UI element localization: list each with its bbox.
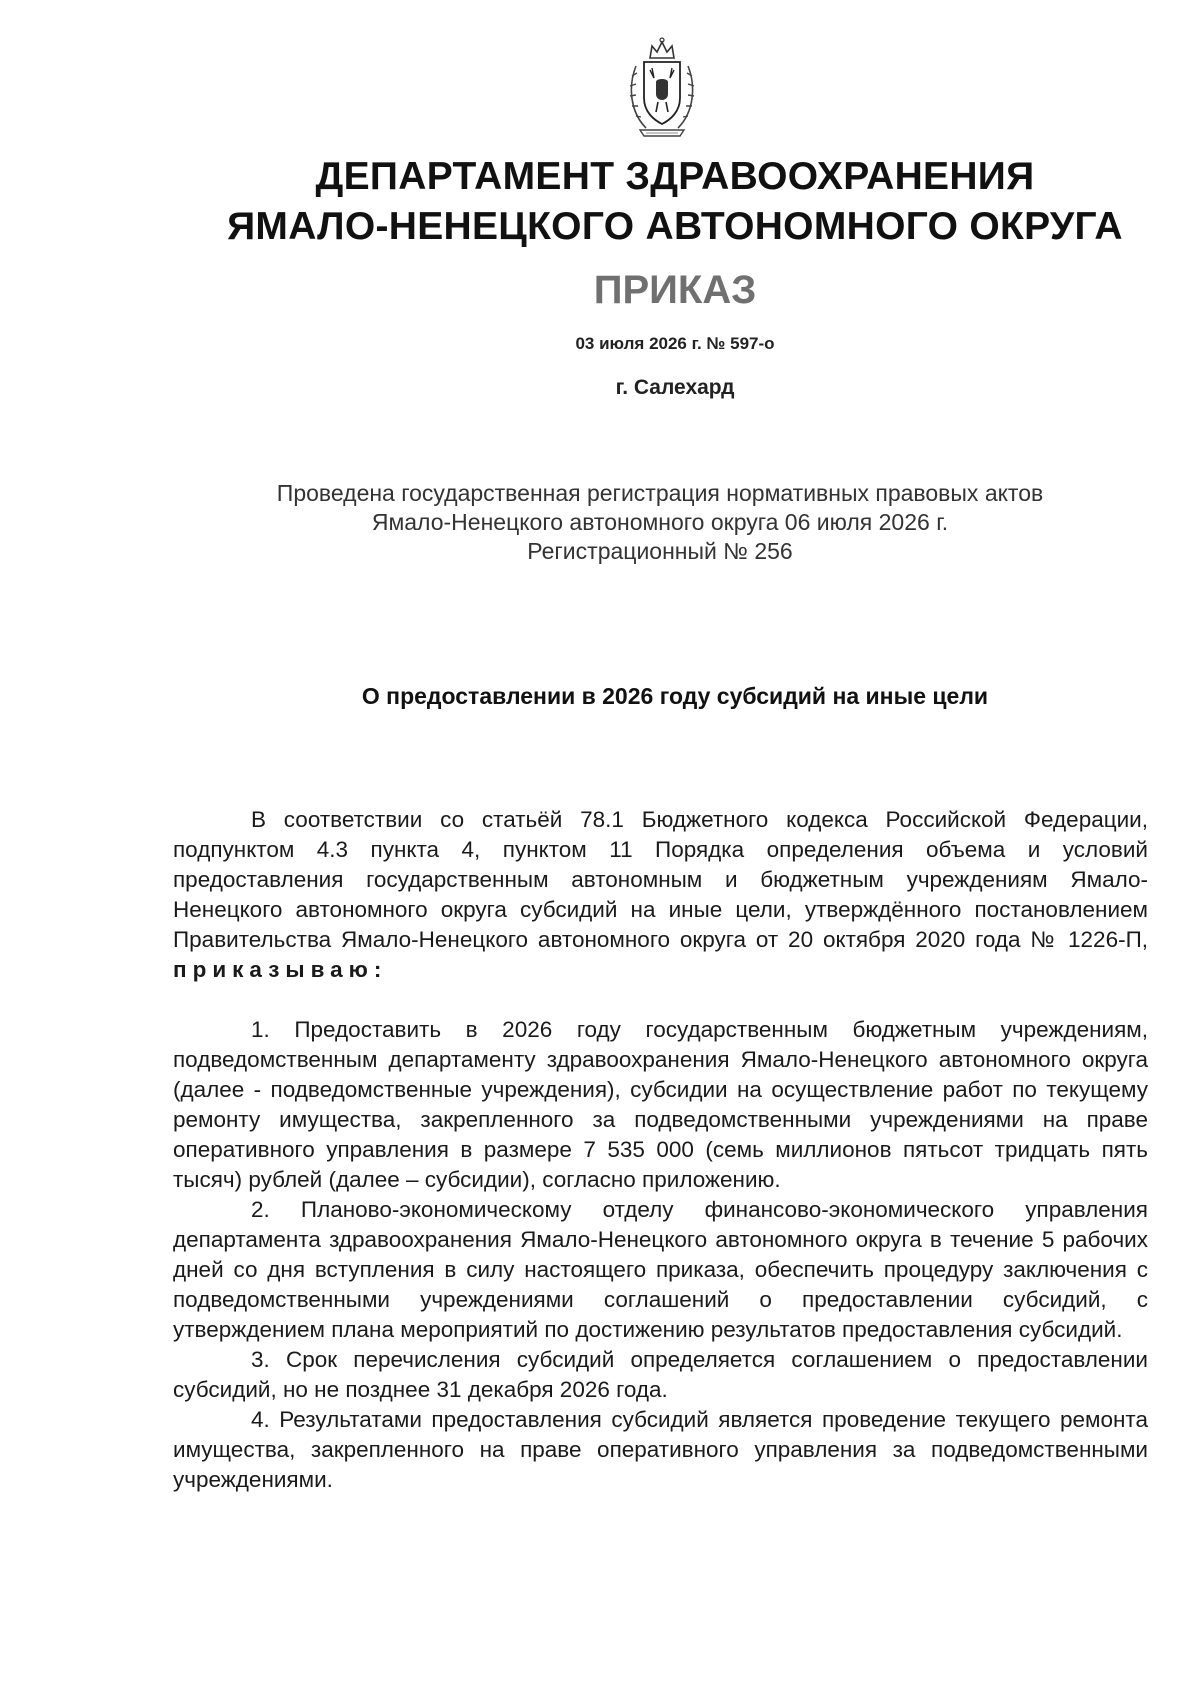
order-item-2: 2. Планово-экономическому отделу финансово-экономического управления департамента здравоохранения Ямало-Ненецкого автономного округа в течение 5 рабочих дней со дня вступления в силу настоящего приказа, обеспечить процедуру заключения с подведомственными учреждениями соглашений о предоставлении субсидий, с утверждением плана мероприятий по достижению результатов предоставления субсидий. xyxy=(173,1197,1148,1342)
order-city: г. Салехард xyxy=(615,376,735,399)
order-item-1: 1. Предоставить в 2026 году государственным бюджетным учреждениям, подведомственным департаменту здравоохранения Ямало-Ненецкого автономного округа (далее - подведомственные учреждения), субсидии на осуществление работ по текущему ремонту имущества, закрепленного за подведомственными учреждениями на праве оперативного управления в размере 7 535 000 (семь миллионов пятьсот тридцать пять тысяч) рублей (далее – субсидии), согласно приложению. xyxy=(173,1017,1148,1192)
registration-line2: Ямало-Ненецкого автономного округа 06 июля 2026 г. xyxy=(371,509,949,535)
order-body xyxy=(173,805,1148,1495)
department-title xyxy=(120,152,1200,252)
department-title-line2: ЯМАЛО-НЕНЕЦКОГО АВТОНОМНОГО ОКРУГА xyxy=(227,205,1123,248)
order-subject: О предоставлении в 2026 году субсидий на иные цели xyxy=(361,683,989,709)
registration-note xyxy=(120,479,1200,566)
preamble-text: В соответствии со статьёй 78.1 Бюджетного кодекса Российской Федерации, подпунктом 4.3 пункта 4, пунктом 11 Порядка определения объема и условий предоставления государственным автономным и бюджетным учреждениям Ямало-Ненецкого автономного округа субсидий на иные цели, утверждённого постановлением Правительства Ямало-Ненецкого автономного округа от 20 октября 2020 года № 1226-П, xyxy=(173,807,1148,952)
order-date-number: 03 июля 2026 г. № 597-о xyxy=(575,334,775,353)
registration-line1: Проведена государственная регистрация нормативных правовых актов xyxy=(276,480,1044,506)
preamble-emphasis: приказываю: xyxy=(173,957,388,982)
registration-line3: Регистрационный № 256 xyxy=(527,538,793,564)
order-item-4: 4. Результатами предоставления субсидий является проведение текущего ремонта имущества, закрепленного на праве оперативного управления за подведомственными учреждениями. xyxy=(173,1407,1148,1492)
order-item-3: 3. Срок перечисления субсидий определяется соглашением о предоставлении субсидий, но не позднее 31 декабря 2026 года. xyxy=(173,1347,1148,1402)
order-heading: ПРИКАЗ xyxy=(593,268,757,312)
department-title-line1: ДЕПАРТАМЕНТ ЗДРАВООХРАНЕНИЯ xyxy=(315,155,1035,198)
preamble-paragraph xyxy=(173,805,1148,985)
coat-of-arms-icon xyxy=(622,36,702,144)
